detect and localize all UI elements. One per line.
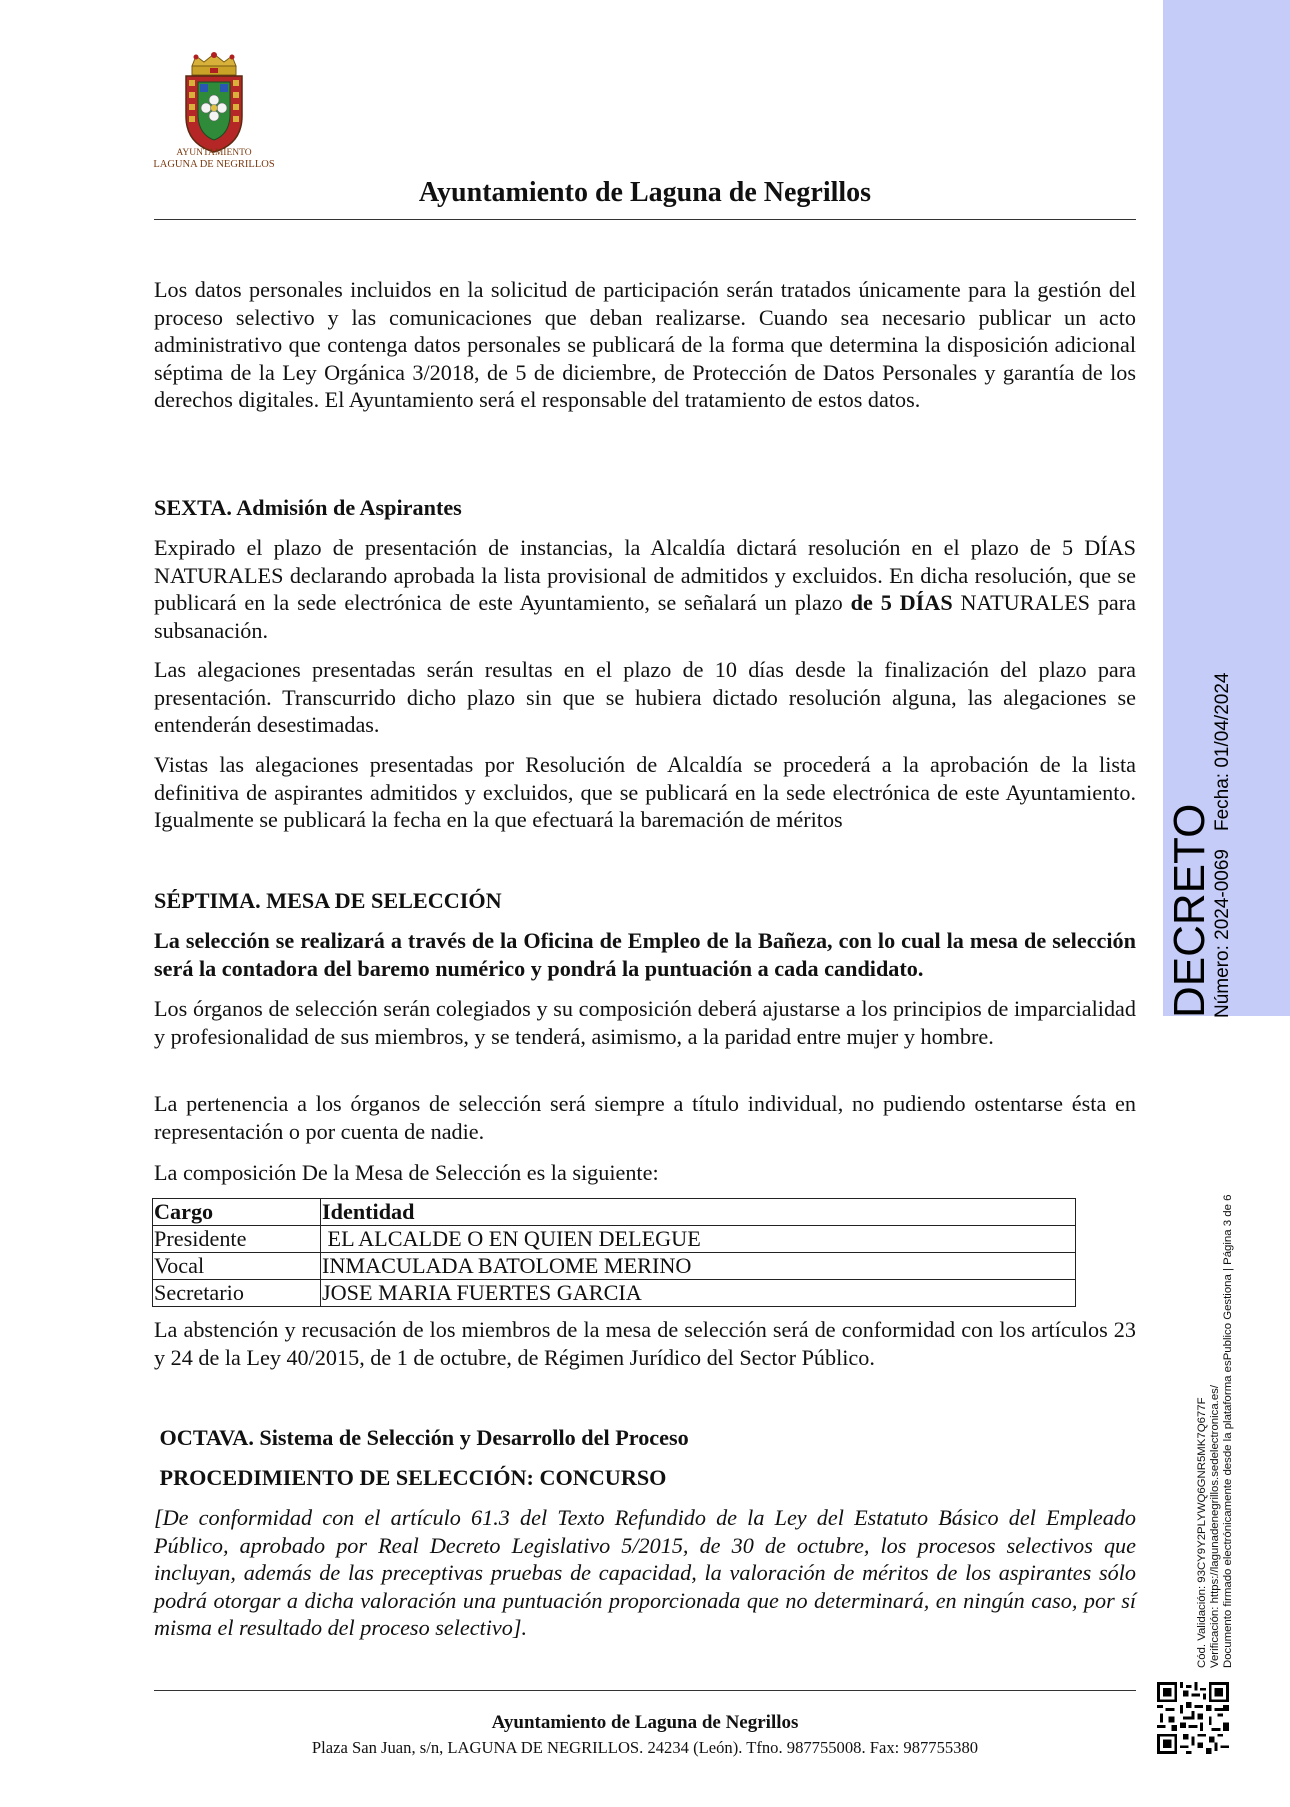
table-row — [153, 1280, 1076, 1307]
footer-title: Ayuntamiento de Laguna de Negrillos — [491, 1712, 799, 1733]
table-header-row — [153, 1199, 1076, 1226]
sexta-1-text-a: Expirado el plazo de presentación de instancias, la Alcaldía dictará resolución en el plazo de 5 DÍAS NATURALES declarando aprobada la lista provisional de admitidos y excluidos. En dicha resolución, que se publicará en la sede electrónica de este Ayuntamiento, se señalará un plazo — [154, 535, 1136, 616]
table-cell-identidad: EL ALCALDE O EN QUIEN DELEGUE — [321, 1226, 1076, 1253]
documento-firmado: Documento firmado electrónicamente desde la plataforma esPublico Gestiona | Página 3 de 6 — [1222, 1194, 1234, 1668]
decreto-label: DECRETO — [1165, 803, 1214, 1018]
section-heading-octava: OCTAVA. Sistema de Selección y Desarrollo del Proceso — [154, 1425, 689, 1450]
qr-code-icon — [1157, 1682, 1229, 1754]
table-cell-cargo: Presidente — [153, 1226, 321, 1253]
mesa-seleccion-table — [152, 1198, 1076, 1307]
paragraph-sexta-3: Vistas las alegaciones presentadas por Resolución de Alcaldía se procederá a la aprobación de la lista definitiva de aspirantes admitidos y excluidos, que se publicará en la sede electrónica de este Ayuntamiento. Igualmente se publicará la fecha en la que efectuará la baremación de méritos — [154, 752, 1136, 833]
table-row — [153, 1226, 1076, 1253]
paragraph-septima-2: La pertenencia a los órganos de selección será siempre a título individual, no pudiendo ostentarse ésta en representación o por cuenta de nadie. — [154, 1091, 1136, 1144]
table-cell-identidad: JOSE MARIA FUERTES GARCIA — [321, 1280, 1076, 1307]
sexta-1-text-c: NATURALES para subsanación. — [154, 590, 1137, 643]
decreto-fecha: Fecha: 01/04/2024 — [1212, 672, 1233, 831]
paragraph-datos-personales: Los datos personales incluidos en la solicitud de participación serán tratados únicamente para la gestión del proceso selectivo y las comunicaciones que deban realizarse. Cuando sea necesario publicar un acto administrativo que contenga datos personales se publicará de la forma que determina la disposición adicional séptima de la Ley Orgánica 3/2018, de 5 de diciembre, de Protección de Datos Personales y garantía de los derechos digitales. El Ayuntamiento será el responsable del tratamiento de estos datos. — [154, 277, 1136, 413]
page-title: Ayuntamiento de Laguna de Negrillos — [418, 177, 872, 208]
paragraph-sexta-2: Las alegaciones presentadas serán resultas en el plazo de 10 días desde la finalización del plazo para presentación. Transcurrido dicho plazo sin que se hubiera dictado resolución alguna, las alegaciones se entenderán desestimadas. — [154, 657, 1136, 738]
sexta-1-text-bold: de 5 DÍAS — [850, 590, 953, 616]
table-cell-cargo: Vocal — [153, 1253, 321, 1280]
table-header-identidad: Identidad — [321, 1199, 1076, 1226]
table-cell-cargo: Secretario — [153, 1280, 321, 1307]
decreto-meta — [1212, 673, 1234, 1018]
logo-caption-line2: LAGUNA DE NEGRILLOS — [153, 159, 275, 170]
paragraph-septima-bold: La selección se realizará a través de la Oficina de Empleo de la Bañeza, con lo cual la mesa de selección será la contadora del baremo numérico y pondrá la puntuación a cada candidato. — [154, 928, 1136, 981]
table-cell-identidad: INMACULADA BATOLOME MERINO — [321, 1253, 1076, 1280]
section-heading-procedimiento: PROCEDIMIENTO DE SELECCIÓN: CONCURSO — [154, 1465, 667, 1490]
validation-text — [1196, 1195, 1235, 1668]
paragraph-octava-italic: [De conformidad con el artículo 61.3 del Texto Refundido de la Ley del Estatuto Básico del Empleado Público, aprobado por Real Decreto Legislativo 5/2015, de 30 de octubre, los procesos selectivos que incluyan, además de las preceptivas pruebas de capacidad, la valoración de méritos de los aspirantes sólo podrá otorgar a dicha valoración una puntuación proporcionada que no determinará, en ningún caso, por sí misma el resultado del proceso selectivo]. — [154, 1505, 1136, 1641]
table-row — [153, 1253, 1076, 1280]
verificacion-url[interactable]: Verificación: https://lagunadenegrillos.sedelectronica.es/ — [1209, 1384, 1221, 1668]
header-divider — [154, 219, 1136, 220]
paragraph-sexta-1 — [154, 534, 1136, 644]
paragraph-septima-1: Los órganos de selección serán colegiados y su composición deberá ajustarse a los principios de imparcialidad y profesionalidad de sus miembros, y se tenderá, asimismo, a la paridad entre mujer y hombre. — [154, 996, 1136, 1049]
table-header-cargo: Cargo — [153, 1199, 321, 1226]
logo-caption-line1: AYUNTAMIENTO — [176, 148, 252, 158]
section-heading-septima: SÉPTIMA. MESA DE SELECCIÓN — [154, 888, 502, 913]
paragraph-septima-3: La composición De la Mesa de Selección es la siguiente: — [154, 1160, 659, 1185]
section-heading-sexta: SEXTA. Admisión de Aspirantes — [154, 495, 462, 520]
decreto-numero: Número: 2024-0069 — [1212, 849, 1233, 1018]
footer-divider — [154, 1690, 1136, 1691]
logo-caption — [148, 148, 280, 170]
cod-validacion: Cód. Validación: 93CY9Y2PLYWQ6GNR5MK7Q677F — [1196, 1397, 1208, 1668]
paragraph-septima-4: La abstención y recusación de los miembros de la mesa de selección será de conformidad con los artículos 23 y 24 de la Ley 40/2015, de 1 de octubre, de Régimen Jurídico del Sector Público. — [154, 1317, 1136, 1370]
footer-address: Plaza San Juan, s/n, LAGUNA DE NEGRILLOS. 24234 (León). Tfno. 987755008. Fax: 987755380 — [311, 1738, 979, 1757]
